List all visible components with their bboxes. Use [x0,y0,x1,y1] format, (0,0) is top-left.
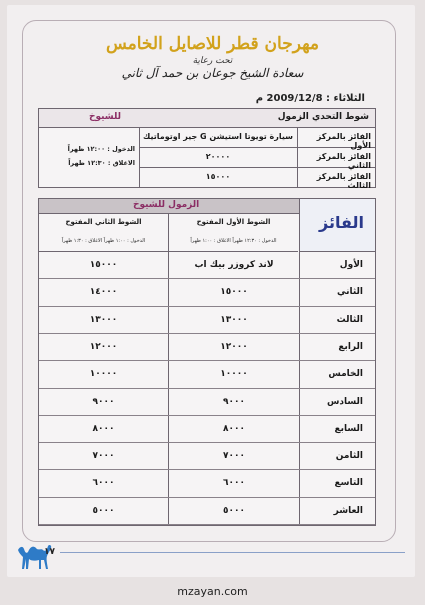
rank-label: الأول [339,260,363,270]
round2-prize: ٦٠٠٠ [92,478,115,489]
round1-prize: ٥٠٠٠ [223,505,245,516]
row-divider [39,469,375,470]
round2-prize: ٩٠٠٠ [92,396,115,407]
round1-prize: ١٢٠٠٠ [220,341,248,352]
challenge-entry-time: الدخول : ١٢:٠٠ ظهراً [67,145,135,153]
round1-prize: ١٠٠٠٠ [220,369,248,380]
col-divider [297,127,298,187]
page-number: ١٧ [44,547,55,557]
row-divider [39,360,375,361]
challenge-table-header [39,109,375,128]
rank-label: الثاني [336,287,363,298]
round1-header [169,214,298,252]
round1-title: الشوط الأول المفتوح [196,218,271,226]
festival-title: مهرجان قطر للاصايل الخامس [105,34,320,54]
challenge-rank-label: الفائز بالمركز الثالث [316,172,371,190]
rank-label: الرابع [338,341,363,352]
rank-label: الثامن [335,451,363,462]
round1-prize: ١٥٠٠٠ [220,287,248,298]
challenge-title: شوط التحدي الزمول [277,112,369,122]
round2-header [39,214,168,252]
round1-prize: ٨٠٠٠ [223,423,245,434]
round2-prize: ١٣٠٠٠ [89,314,118,325]
results-title-band [39,199,299,214]
rank-label: العاشر [333,505,363,516]
footer-rule [60,552,405,553]
round2-prize: ٥٠٠٠ [92,505,115,516]
rank-label: السادس [326,396,363,407]
round2-prize: ٨٠٠٠ [92,423,115,434]
site-watermark: mzayan.com [177,585,248,598]
row-divider [39,415,375,416]
challenge-prize: ١٥٠٠٠ [205,172,231,181]
row-divider [39,442,375,443]
winner-header-label: الفائز [319,213,364,232]
row-divider [39,497,375,498]
rank-label: الثالث [336,314,363,325]
round1-prize: ١٣٠٠٠ [220,314,248,325]
row-divider [39,524,375,525]
patron-prefix: تحت رعاية [192,56,233,66]
event-date: الثلاثاء : 2009/12/8 م [255,93,365,104]
round1-prize: ٧٠٠٠ [223,451,245,462]
rank-label: التاسع [334,478,363,489]
challenge-table [38,108,376,188]
round2-times: الدخول : ١:٠٠ ظهراً الاغلاق : ١:٣٠ ظهراً [61,238,146,244]
sheikh-name: سعادة الشيخ جوعان بن حمد آل ثاني [121,66,304,80]
col-divider [299,199,300,525]
round1-prize: لاند كروزر بيك اب [194,260,274,270]
challenge-rank-label: الفائز بالمركز الثاني [316,152,371,170]
challenge-rank-label: الفائز بالمركز الأول [316,132,371,150]
challenge-prize: ٢٠٠٠٠ [205,152,231,161]
rank-label: السابع [334,423,363,434]
results-title: الزمول للشيوخ [133,200,200,210]
challenge-prize: سيارة تويوتا استيشن G جير اوتوماتيك [143,132,293,141]
results-table [38,198,376,526]
round2-title: الشوط الثاني المفتوح [65,218,142,226]
row-divider [39,333,375,334]
round1-times: الدخول : ١٢:٣٠ ظهراً الاغلاق : ١:٠٠ ظهراً [190,238,277,244]
round2-prize: ١٥٠٠٠ [89,260,118,270]
challenge-category: للشيوخ [89,112,122,122]
round2-prize: ٧٠٠٠ [92,451,115,462]
challenge-close-time: الاغلاق : ١٢:٣٠ ظهراً [68,159,135,167]
row-divider [39,306,375,307]
winner-column-header [299,199,376,252]
round1-prize: ٦٠٠٠ [223,478,245,489]
row-divider [39,388,375,389]
rank-label: الخامس [328,369,363,380]
round1-prize: ٩٠٠٠ [223,396,245,407]
row-divider [39,278,375,279]
round2-prize: ١٢٠٠٠ [89,341,118,352]
round2-prize: ١٤٠٠٠ [89,287,118,298]
round2-prize: ١٠٠٠٠ [89,369,118,380]
